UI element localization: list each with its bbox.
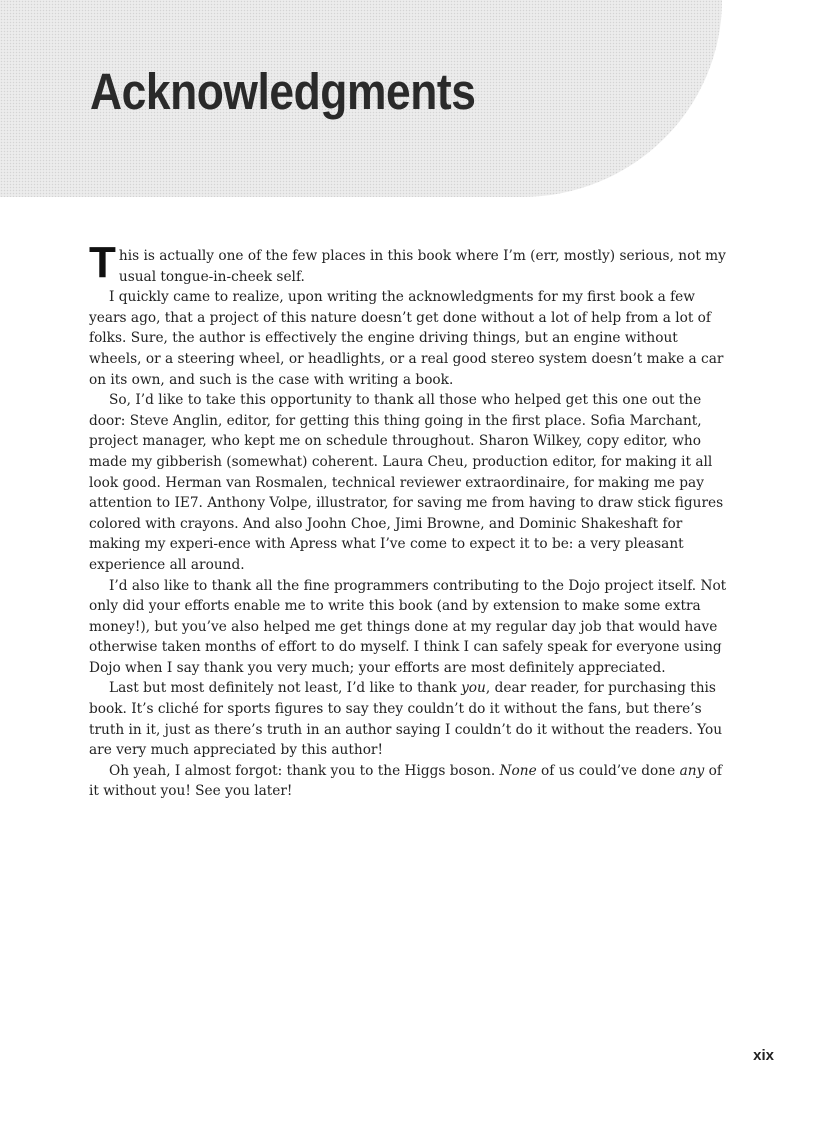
paragraph-2: I quickly came to realize, upon writing the acknowledgments for my first book a few years ago, that a project of this nature doesn’t get done without a lot of help from a lot of folks. Sure, the author is effectively the engine driving things, but an engine without wheels, or a steering wheel, or headlights, or a real good stereo system doesn’t make a car on its own, and such is the case with writing a book. xyxy=(89,289,724,388)
paragraph-6-text-a: Oh yeah, I almost forgot: thank you to the Higgs boson. xyxy=(109,762,500,779)
drop-cap: T xyxy=(89,238,116,287)
paragraph-6-text-b: of us could’ve done xyxy=(536,762,680,779)
paragraph-3: So, I’d like to take this opportunity to thank all those who helped get this one out the door: Steve Anglin, editor, for getting this thing going in the first place. Sofia Marchant, project manager, who kept me on schedule throughout. Sharon Wilkey, copy editor, who made my gibberish (somewhat) coherent. Laura Cheu, production editor, for making it all look good. Herman van Rosmalen, technical reviewer extraordinaire, for making me pay attention to IE7. Anthony Volpe, illustrator, for saving me from having to draw stick figures colored with crayons. And also Joohn Choe, Jimi Browne, and Dominic Shakeshaft for making my experi-ence with Apress what I’ve come to expect it to be: a very pleasant experience all around. xyxy=(89,392,724,573)
emphasis-you: you xyxy=(461,680,486,697)
emphasis-none: None xyxy=(499,762,537,779)
body-text xyxy=(89,238,729,802)
paragraph-4: I’d also like to thank all the fine programmers contributing to the Dojo project itself. Not only did your efforts enable me to write this book (and by extension to make some extra money!), but you’ve also helped me get things done at my regular day job that would have otherwise taken months of effort to do myself. I think I can safely speak for everyone using Dojo when I say thank you very much; your efforts are most definitely appreciated. xyxy=(89,577,727,676)
chapter-title: Acknowledgments xyxy=(90,63,476,120)
emphasis-any: any xyxy=(679,762,705,779)
paragraph-5-text-b: , dear reader, for purchasing this book. It’s cliché for sports figures to say they couldn’t do it without the fans, but there’s truth in it, just as there’s truth in an author saying I couldn’t do it without the readers. You are very much appreciated by this author! xyxy=(89,680,723,759)
paragraph-5-text-a: Last but most definitely not least, I’d like to thank xyxy=(109,680,462,697)
page-number: xix xyxy=(753,1047,774,1064)
paragraph-6-text-c: of it without you! See you later! xyxy=(89,762,722,800)
paragraph-1 xyxy=(89,238,729,287)
paragraph-5 xyxy=(89,678,729,760)
paragraph-6 xyxy=(89,761,729,802)
paragraph-1-text: his is actually one of the few places in this book where I’m (err, mostly) serious, not my usual tongue-in-cheek self. xyxy=(118,248,726,285)
